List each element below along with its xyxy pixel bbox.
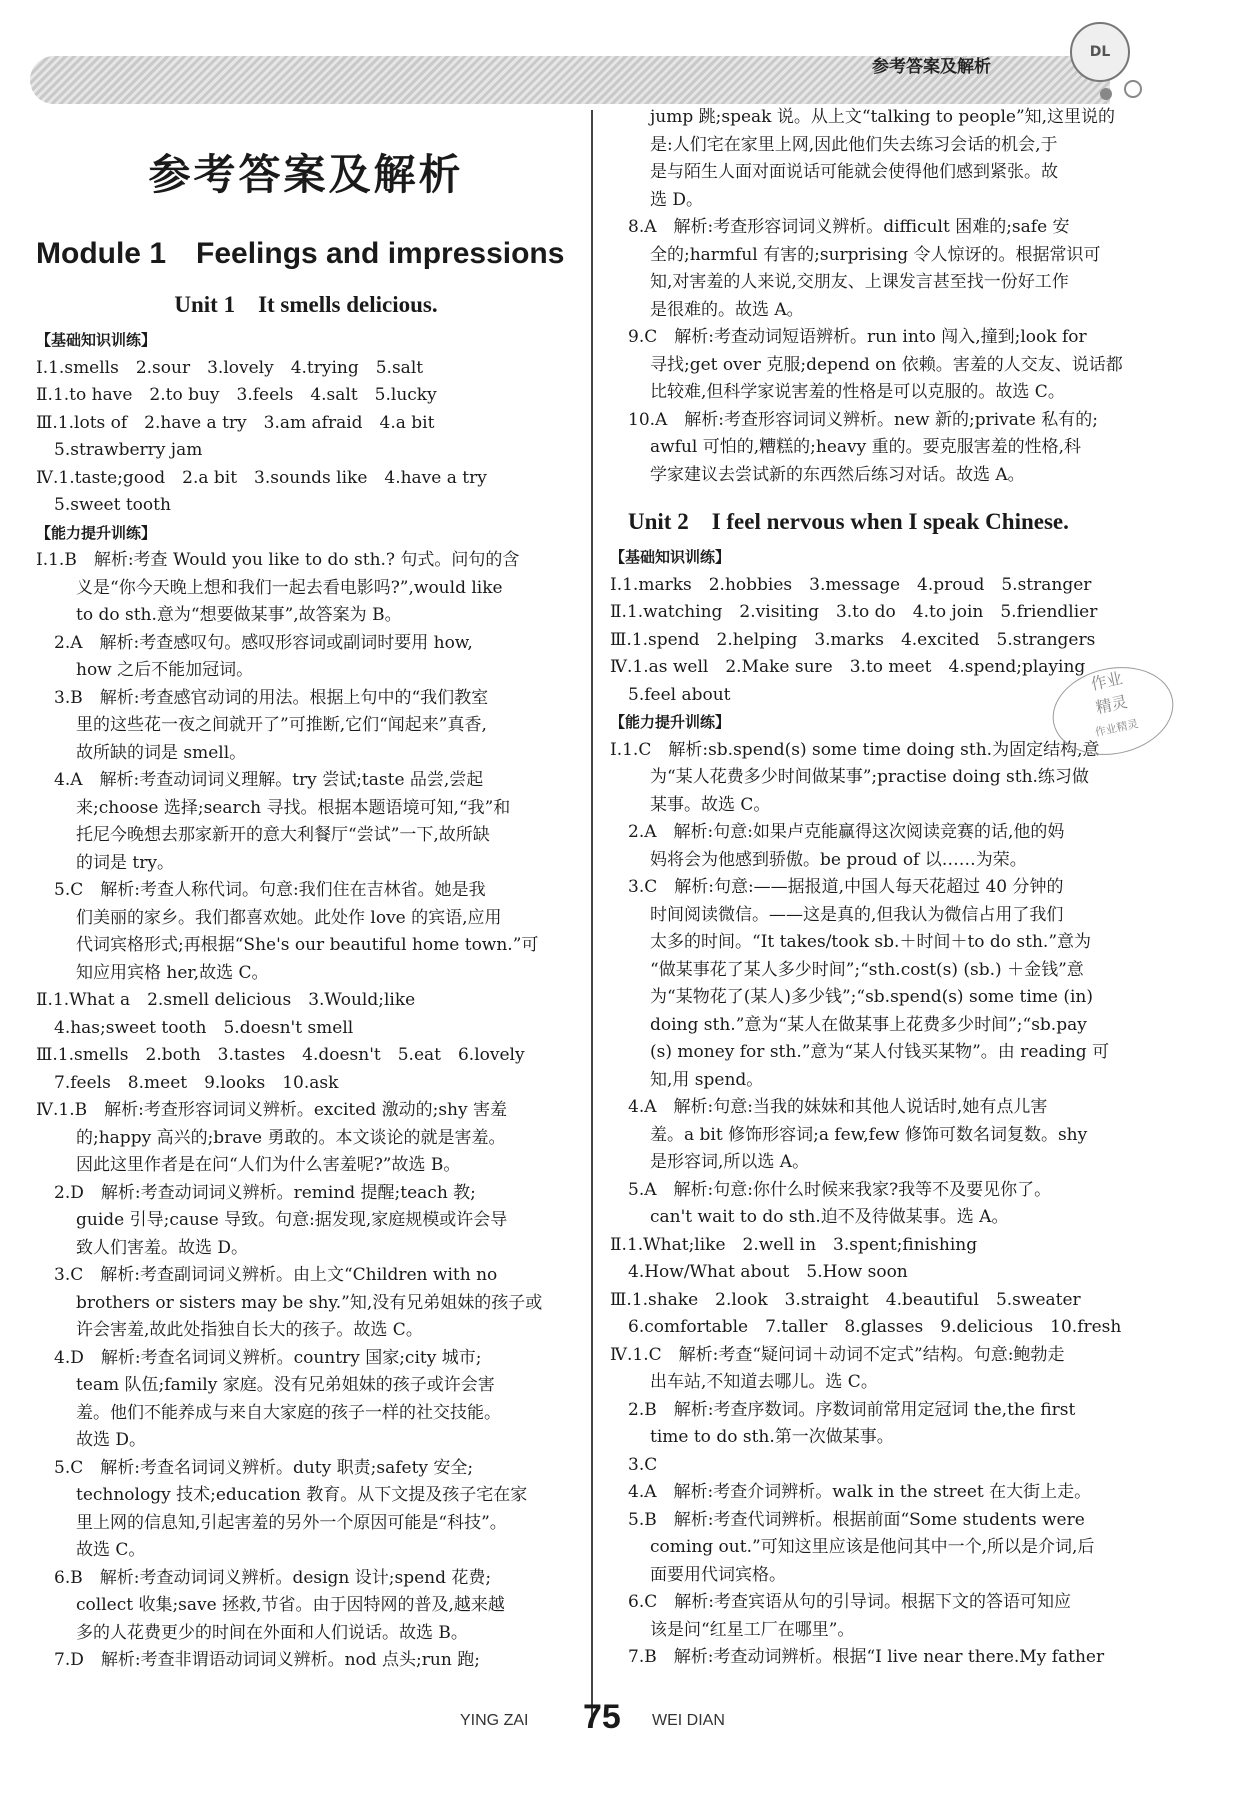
- answer-line: 故所缺的词是 smell。: [76, 742, 247, 763]
- answer-line: 7.D 解析:考查非谓语动词词义辨析。nod 点头;run 跑;: [54, 1650, 480, 1670]
- answer-line: 全的;harmful 有害的;surprising 令人惊讶的。根据常识可: [650, 244, 1101, 265]
- answer-line: 是形容词,所以选 A。: [650, 1152, 810, 1172]
- page-title: 参考答案及解析: [148, 150, 464, 199]
- answer-line: doing sth.”意为“某人在做某事上花费多少时间”;“sb.pay: [650, 1014, 1087, 1035]
- continued-answers: [610, 104, 1170, 489]
- answer-line: 7.feels 8.meet 9.looks 10.ask: [54, 1072, 339, 1093]
- answer-line: Ⅳ.1.as well 2.Make sure 3.to meet 4.spend;playing: [610, 657, 1086, 677]
- answer-line: 2.B 解析:考查序数词。序数词前常用定冠词 the,the first: [628, 1399, 1076, 1420]
- answer-line: 8.A 解析:考查形容词词义辨析。difficult 困难的;safe 安: [628, 217, 1070, 237]
- unit2-basic-header: 【基础知识训练】: [610, 548, 731, 566]
- answer-line: 们美丽的家乡。我们都喜欢她。此处作 love 的宾语,应用: [76, 907, 502, 928]
- answer-line: coming out.”可知这里应该是他问其中一个,所以是介词,后: [650, 1537, 1095, 1557]
- answer-line: 2.D 解析:考查动词词义辨析。remind 提醒;teach 教;: [54, 1182, 476, 1203]
- answer-line: Ⅰ.1.C 解析:sb.spend(s) some time doing sth.为固定结构,意: [610, 739, 1100, 760]
- answer-line: 5.feel about: [628, 684, 731, 705]
- answer-line: time to do sth.第一次做某事。: [650, 1427, 894, 1447]
- answer-line: 太多的时间。“It takes/took sb.＋时间＋to do sth.”意为: [650, 932, 1092, 952]
- answer-line: 知,用 spend。: [650, 1069, 764, 1090]
- answer-line: 里上网的信息知,引起害羞的另外一个原因可能是“科技”。: [76, 1512, 507, 1533]
- answer-line: (s) money for sth.”意为“某人付钱买某物”。由 reading 可: [650, 1042, 1110, 1062]
- answer-line: 4.A 解析:考查介词辨析。walk in the street 在大街上走。: [628, 1482, 1092, 1502]
- answer-line: 时间阅读微信。——这是真的,但我认为微信占用了我们: [650, 904, 1064, 925]
- unit2-ability-header: 【能力提升训练】: [610, 713, 731, 731]
- unit1-basic-list: [36, 355, 576, 520]
- answer-line: Ⅲ.1.spend 2.helping 3.marks 4.excited 5.strangers: [610, 629, 1096, 650]
- answer-line: 10.A 解析:考查形容词词义辨析。new 新的;private 私有的;: [628, 409, 1098, 430]
- answer-line: 来;choose 选择;search 寻找。根据本题语境可知,“我”和: [76, 797, 511, 818]
- answer-line: 7.B 解析:考查动词辨析。根据“I live near there.My father: [628, 1647, 1105, 1667]
- page-number: 75: [583, 1698, 621, 1736]
- answer-line: 2.A 解析:句意:如果卢克能赢得这次阅读竞赛的话,他的妈: [628, 822, 1065, 842]
- answer-line: 许会害羞,故此处指独自长大的孩子。故选 C。: [76, 1320, 423, 1340]
- answer-line: 妈将会为他感到骄傲。be proud of 以……为荣。: [650, 849, 1027, 870]
- answer-line: 4.has;sweet tooth 5.doesn't smell: [54, 1017, 354, 1038]
- answer-line: Ⅲ.1.lots of 2.have a try 3.am afraid 4.a bit: [36, 412, 435, 433]
- answer-line: 3.C 解析:考查副词词义辨析。由上文“Children with no: [54, 1265, 498, 1285]
- answer-line: Ⅱ.1.to have 2.to buy 3.feels 4.salt 5.lucky: [36, 385, 437, 405]
- answer-line: 故选 C。: [76, 1540, 146, 1560]
- answer-line: 故选 D。: [76, 1430, 147, 1450]
- dl-logo-icon: DL: [1070, 22, 1130, 82]
- answer-line: jump 跳;speak 说。从上文“talking to people”知,这里说的: [650, 107, 1116, 127]
- answer-line: 4.D 解析:考查名词词义辨析。country 国家;city 城市;: [54, 1347, 482, 1368]
- answer-line: 的;happy 高兴的;brave 勇敢的。本文谈论的就是害羞。: [76, 1127, 506, 1148]
- answer-line: 3.C: [628, 1454, 658, 1475]
- left-column: [36, 104, 576, 1675]
- answer-line: 5.A 解析:句意:你什么时候来我家?我等不及要见你了。: [628, 1179, 1052, 1200]
- answer-line: 4.A 解析:句意:当我的妹妹和其他人说话时,她有点儿害: [628, 1097, 1048, 1117]
- answer-line: 5.B 解析:考查代词辨析。根据前面“Some students were: [628, 1509, 1085, 1530]
- answer-line: can't wait to do sth.迫不及待做某事。选 A。: [650, 1207, 1009, 1227]
- answer-line: technology 技术;education 教育。从下文提及孩子宅在家: [76, 1485, 528, 1505]
- answer-line: 里的这些花一夜之间就开了”可推断,它们“闻起来”真香,: [76, 715, 487, 735]
- answer-line: Ⅰ.1.marks 2.hobbies 3.message 4.proud 5.stranger: [610, 574, 1092, 595]
- answer-line: 是与陌生人面对面说话可能就会使得他们感到紧张。故: [650, 162, 1058, 182]
- answer-line: 寻找;get over 克服;depend on 依赖。害羞的人交友、说话都: [650, 354, 1123, 375]
- answer-line: 6.B 解析:考查动词词义辨析。design 设计;spend 花费;: [54, 1567, 492, 1588]
- answer-line: Ⅳ.1.C 解析:考查“疑问词＋动词不定式”结构。句意:鲍勃走: [610, 1344, 1065, 1365]
- answer-line: to do sth.意为“想要做某事”,故答案为 B。: [76, 605, 402, 625]
- answer-line: Ⅲ.1.shake 2.look 3.straight 4.beautiful 5.sweater: [610, 1289, 1081, 1310]
- answer-line: 4.A 解析:考查动词词义理解。try 尝试;taste 品尝,尝起: [54, 770, 484, 790]
- answer-line: Ⅰ.1.B 解析:考查 Would you like to do sth.? 句式。问句的含: [36, 550, 520, 570]
- answer-line: 因此这里作者是在问“人们为什么害羞呢?”故选 B。: [76, 1155, 461, 1175]
- answer-line: 知应用宾格 her,故选 C。: [76, 962, 269, 983]
- answer-line: 5.strawberry jam: [54, 440, 203, 460]
- answer-line: 面要用代词宾格。: [650, 1564, 786, 1585]
- answer-line: 出车站,不知道去哪儿。选 C。: [650, 1372, 878, 1392]
- answer-line: Ⅱ.1.watching 2.visiting 3.to do 4.to join 5.friendlier: [610, 602, 1098, 622]
- answer-line: 多的人花费更少的时间在外面和人们说话。故选 B。: [76, 1622, 468, 1643]
- answer-line: 的词是 try。: [76, 852, 174, 873]
- unit2-ability-list: [610, 737, 1170, 1672]
- answer-line: 6.C 解析:考查宾语从句的引导词。根据下文的答语可知应: [628, 1592, 1071, 1612]
- answer-line: 9.C 解析:考查动词短语辨析。run into 闯入,撞到;look for: [628, 327, 1087, 347]
- unit1-ability-header: 【能力提升训练】: [36, 523, 157, 542]
- answer-line: Ⅳ.1.B 解析:考查形容词词义辨析。excited 激动的;shy 害羞: [36, 1100, 508, 1120]
- footer-left: YING ZAI: [460, 1712, 529, 1729]
- dot-decoration-icon: [1100, 88, 1112, 100]
- answer-line: 5.sweet tooth: [54, 495, 171, 515]
- answer-line: brothers or sisters may be shy.”知,没有兄弟姐妹的孩子或: [76, 1292, 543, 1313]
- answer-line: awful 可怕的,糟糕的;heavy 重的。要克服害羞的性格,科: [650, 437, 1082, 457]
- module-title: Module 1 Feelings and impressions: [36, 237, 565, 270]
- header-title: 参考答案及解析: [872, 57, 991, 77]
- answer-line: “做某事花了某人多少时间”;“sth.cost(s) (sb.) ＋金钱”意: [650, 959, 1084, 980]
- answer-line: how 之后不能加冠词。: [76, 660, 254, 680]
- unit2-title: Unit 2 I feel nervous when I speak Chinese.: [628, 509, 1069, 534]
- unit1-basic-header: 【基础知识训练】: [36, 331, 157, 349]
- answer-line: 4.How/What about 5.How soon: [628, 1262, 908, 1282]
- answer-line: collect 收集;save 拯救,节省。由于因特网的普及,越来越: [76, 1595, 505, 1615]
- answer-line: Ⅱ.1.What;like 2.well in 3.spent;finishing: [610, 1234, 978, 1255]
- answer-line: Ⅱ.1.What a 2.smell delicious 3.Would;like: [36, 990, 416, 1010]
- unit1-title: Unit 1 It smells delicious.: [174, 292, 438, 317]
- answer-line: 羞。他们不能养成与来自大家庭的孩子一样的社交技能。: [76, 1402, 501, 1423]
- answer-line: 比较难,但科学家说害羞的性格是可以克服的。故选 C。: [650, 382, 1065, 402]
- answer-line: 致人们害羞。故选 D。: [76, 1237, 249, 1258]
- answer-line: 5.C 解析:考查名词词义辨析。duty 职责;safety 安全;: [54, 1457, 474, 1478]
- answer-line: Ⅳ.1.taste;good 2.a bit 3.sounds like 4.have a try: [36, 467, 487, 488]
- answer-line: 义是“你今天晚上想和我们一起去看电影吗?”,would like: [76, 577, 503, 598]
- answer-line: 代词宾格形式;再根据“She's our beautiful home town.”可: [76, 935, 539, 955]
- answer-line: 选 D。: [650, 189, 704, 210]
- answer-line: 是:人们宅在家里上网,因此他们失去练习会话的机会,于: [650, 134, 1058, 155]
- answer-line: 该是问“红星工厂在哪里”。: [650, 1619, 855, 1640]
- answer-line: 2.A 解析:考查感叹句。感叹形容词或副词时要用 how,: [54, 632, 473, 653]
- ring-decoration-icon: [1124, 80, 1142, 98]
- answer-line: 为“某物花了(某人)多少钱”;“sb.spend(s) some time (in): [650, 987, 1094, 1007]
- answer-line: 托尼今晚想去那家新开的意大利餐厅“尝试”一下,故所缺: [76, 825, 490, 845]
- answer-line: 6.comfortable 7.taller 8.glasses 9.delicious 10.fresh: [628, 1317, 1122, 1337]
- answer-line: 5.C 解析:考查人称代词。句意:我们住在吉林省。她是我: [54, 880, 486, 900]
- answer-line: Ⅰ.1.smells 2.sour 3.lovely 4.trying 5.salt: [36, 357, 424, 378]
- column-divider: [591, 110, 593, 1720]
- answer-line: team 队伍;family 家庭。没有兄弟姐妹的孩子或许会害: [76, 1375, 495, 1395]
- watermark-stamp: 作业 精灵 作业精灵: [1044, 656, 1181, 765]
- footer-right: WEI DIAN: [652, 1712, 725, 1729]
- right-column: [610, 104, 1170, 1672]
- answer-line: 知,对害羞的人来说,交朋友、上课发言甚至找一份好工作: [650, 272, 1069, 292]
- answer-line: guide 引导;cause 导致。句意:据发现,家庭规模或许会导: [76, 1210, 508, 1230]
- answer-line: Ⅲ.1.smells 2.both 3.tastes 4.doesn't 5.eat 6.lovely: [36, 1045, 525, 1065]
- answer-line: 羞。a bit 修饰形容词;a few,few 修饰可数名词复数。shy: [650, 1124, 1088, 1145]
- answer-line: 为“某人花费多少时间做某事”;practise doing sth.练习做: [650, 767, 1089, 787]
- answer-line: 3.B 解析:考查感官动词的用法。根据上句中的“我们教室: [54, 687, 489, 708]
- answer-line: 3.C 解析:句意:——据报道,中国人每天花超过 40 分钟的: [628, 877, 1064, 897]
- answer-line: 是很难的。故选 A。: [650, 299, 804, 320]
- answer-line: 某事。故选 C。: [650, 794, 771, 815]
- answer-line: 学家建议去尝试新的东西然后练习对话。故选 A。: [650, 464, 1025, 485]
- unit1-ability-list: [36, 547, 576, 1675]
